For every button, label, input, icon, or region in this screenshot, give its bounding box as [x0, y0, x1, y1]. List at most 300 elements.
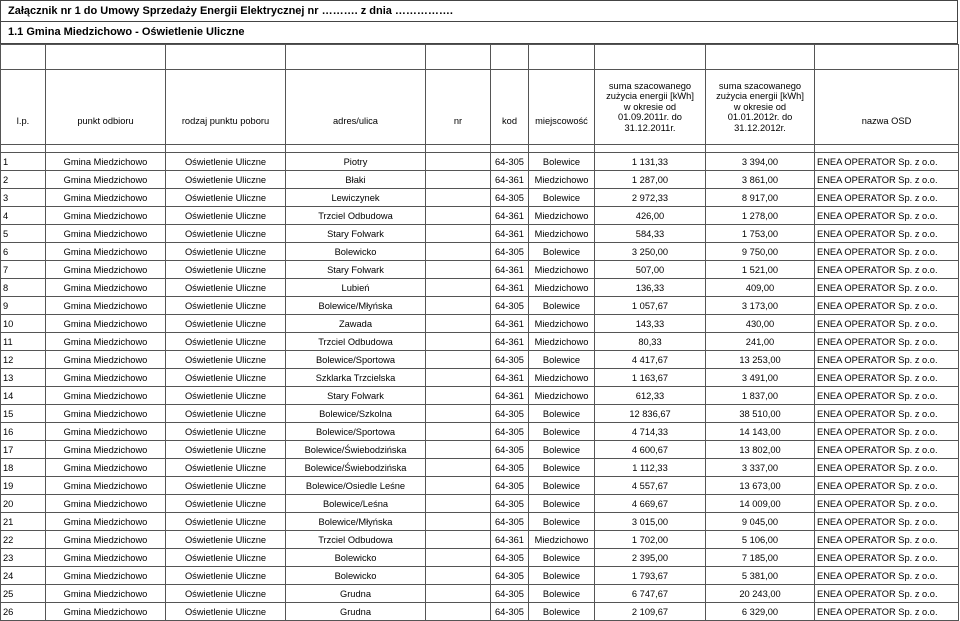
cell-rodzaj: Oświetlenie Uliczne — [166, 513, 286, 531]
cell-lp: 18 — [1, 459, 46, 477]
cell-rodzaj: Oświetlenie Uliczne — [166, 369, 286, 387]
cell-lp: 26 — [1, 603, 46, 621]
cell-suma-2012: 5 381,00 — [706, 567, 815, 585]
table-row — [1, 171, 959, 189]
cell-lp: 10 — [1, 315, 46, 333]
header-line: 01.09.2011r. do — [618, 112, 682, 123]
cell-suma-2011: 1 287,00 — [595, 171, 706, 189]
cell-rodzaj: Oświetlenie Uliczne — [166, 387, 286, 405]
cell-osd: ENEA OPERATOR Sp. z o.o. — [815, 315, 959, 333]
cell-osd: ENEA OPERATOR Sp. z o.o. — [815, 423, 959, 441]
cell-suma-2011: 4 714,33 — [595, 423, 706, 441]
cell-kod: 64-305 — [491, 297, 529, 315]
cell-miejscowosc: Bolewice — [529, 477, 595, 495]
cell-osd: ENEA OPERATOR Sp. z o.o. — [815, 477, 959, 495]
cell-osd: ENEA OPERATOR Sp. z o.o. — [815, 153, 959, 171]
cell-nr — [426, 513, 491, 531]
cell-osd: ENEA OPERATOR Sp. z o.o. — [815, 225, 959, 243]
cell-adres: Stary Folwark — [286, 261, 426, 279]
table-row — [1, 441, 959, 459]
cell-punkt-odbioru: Gmina Miedzichowo — [46, 459, 166, 477]
table-row — [1, 603, 959, 621]
cell-miejscowosc: Miedzichowo — [529, 315, 595, 333]
table-row — [1, 531, 959, 549]
header-line: suma szacowanego — [608, 80, 692, 91]
cell-kod: 64-305 — [491, 549, 529, 567]
cell-miejscowosc: Bolewice — [529, 297, 595, 315]
cell-kod: 64-361 — [491, 387, 529, 405]
cell-nr — [426, 369, 491, 387]
header-line: w okresie od — [733, 101, 787, 112]
cell-osd: ENEA OPERATOR Sp. z o.o. — [815, 549, 959, 567]
cell-suma-2012: 1 837,00 — [706, 387, 815, 405]
cell-kod: 64-361 — [491, 207, 529, 225]
cell-osd: ENEA OPERATOR Sp. z o.o. — [815, 441, 959, 459]
header-nr: nr — [426, 70, 491, 145]
document-title: Załącznik nr 1 do Umowy Sprzedaży Energii Elektrycznej nr ………. z dnia ……………. — [0, 0, 958, 22]
cell-lp: 21 — [1, 513, 46, 531]
cell-nr — [426, 315, 491, 333]
cell-kod: 64-305 — [491, 459, 529, 477]
cell-lp: 4 — [1, 207, 46, 225]
table-row — [1, 351, 959, 369]
cell-adres: Bolewice/Leśna — [286, 495, 426, 513]
cell-miejscowosc: Miedzichowo — [529, 333, 595, 351]
table-row — [1, 567, 959, 585]
cell-suma-2012: 3 861,00 — [706, 171, 815, 189]
cell-lp: 11 — [1, 333, 46, 351]
cell-suma-2012: 3 491,00 — [706, 369, 815, 387]
cell-kod: 64-305 — [491, 351, 529, 369]
cell-suma-2011: 12 836,67 — [595, 405, 706, 423]
cell-adres: Trzciel Odbudowa — [286, 531, 426, 549]
cell-kod: 64-361 — [491, 225, 529, 243]
cell-rodzaj: Oświetlenie Uliczne — [166, 207, 286, 225]
cell-rodzaj: Oświetlenie Uliczne — [166, 333, 286, 351]
cell-suma-2011: 2 395,00 — [595, 549, 706, 567]
table-row — [1, 243, 959, 261]
header-punkt-odbioru: punkt odbioru — [46, 70, 166, 145]
cell-punkt-odbioru: Gmina Miedzichowo — [46, 225, 166, 243]
cell-suma-2011: 1 163,67 — [595, 369, 706, 387]
header-suma-2012 — [706, 70, 815, 145]
cell-kod: 64-305 — [491, 405, 529, 423]
cell-punkt-odbioru: Gmina Miedzichowo — [46, 495, 166, 513]
header-line: 01.01.2012r. do — [727, 112, 793, 123]
cell-nr — [426, 477, 491, 495]
cell-kod: 64-361 — [491, 261, 529, 279]
cell-lp: 19 — [1, 477, 46, 495]
cell-nr — [426, 531, 491, 549]
cell-lp: 16 — [1, 423, 46, 441]
cell-nr — [426, 333, 491, 351]
cell-lp: 15 — [1, 405, 46, 423]
cell-osd: ENEA OPERATOR Sp. z o.o. — [815, 405, 959, 423]
cell-miejscowosc: Miedzichowo — [529, 531, 595, 549]
cell-nr — [426, 549, 491, 567]
table-row — [1, 279, 959, 297]
header-osd: nazwa OSD — [815, 70, 959, 145]
cell-lp: 25 — [1, 585, 46, 603]
cell-suma-2012: 13 673,00 — [706, 477, 815, 495]
cell-adres: Lubień — [286, 279, 426, 297]
table-row — [1, 261, 959, 279]
cell-kod: 64-305 — [491, 189, 529, 207]
cell-miejscowosc: Bolewice — [529, 549, 595, 567]
cell-miejscowosc: Miedzichowo — [529, 369, 595, 387]
cell-miejscowosc: Miedzichowo — [529, 225, 595, 243]
cell-adres: Bolewice/Szkolna — [286, 405, 426, 423]
cell-rodzaj: Oświetlenie Uliczne — [166, 585, 286, 603]
cell-adres: Bolewice/Młyńska — [286, 513, 426, 531]
cell-adres: Grudna — [286, 603, 426, 621]
cell-osd: ENEA OPERATOR Sp. z o.o. — [815, 369, 959, 387]
cell-lp: 3 — [1, 189, 46, 207]
cell-kod: 64-305 — [491, 603, 529, 621]
cell-rodzaj: Oświetlenie Uliczne — [166, 153, 286, 171]
cell-nr — [426, 567, 491, 585]
cell-rodzaj: Oświetlenie Uliczne — [166, 405, 286, 423]
cell-lp: 14 — [1, 387, 46, 405]
cell-suma-2011: 1 057,67 — [595, 297, 706, 315]
cell-punkt-odbioru: Gmina Miedzichowo — [46, 189, 166, 207]
cell-kod: 64-361 — [491, 279, 529, 297]
cell-rodzaj: Oświetlenie Uliczne — [166, 477, 286, 495]
cell-lp: 12 — [1, 351, 46, 369]
cell-adres: Bolewice/Świebodzińska — [286, 459, 426, 477]
cell-punkt-odbioru: Gmina Miedzichowo — [46, 153, 166, 171]
cell-suma-2011: 584,33 — [595, 225, 706, 243]
cell-osd: ENEA OPERATOR Sp. z o.o. — [815, 513, 959, 531]
cell-punkt-odbioru: Gmina Miedzichowo — [46, 243, 166, 261]
cell-suma-2012: 38 510,00 — [706, 405, 815, 423]
cell-miejscowosc: Bolewice — [529, 585, 595, 603]
cell-nr — [426, 459, 491, 477]
cell-suma-2011: 1 131,33 — [595, 153, 706, 171]
cell-miejscowosc: Bolewice — [529, 567, 595, 585]
header-line: 31.12.2012r. — [734, 122, 786, 133]
table-row — [1, 405, 959, 423]
table-row — [1, 207, 959, 225]
cell-osd: ENEA OPERATOR Sp. z o.o. — [815, 531, 959, 549]
cell-rodzaj: Oświetlenie Uliczne — [166, 243, 286, 261]
cell-osd: ENEA OPERATOR Sp. z o.o. — [815, 297, 959, 315]
cell-kod: 64-361 — [491, 315, 529, 333]
cell-miejscowosc: Bolewice — [529, 423, 595, 441]
cell-lp: 24 — [1, 567, 46, 585]
cell-punkt-odbioru: Gmina Miedzichowo — [46, 549, 166, 567]
cell-osd: ENEA OPERATOR Sp. z o.o. — [815, 351, 959, 369]
cell-suma-2011: 3 015,00 — [595, 513, 706, 531]
header-suma-2011 — [595, 70, 706, 145]
cell-punkt-odbioru: Gmina Miedzichowo — [46, 279, 166, 297]
cell-miejscowosc: Bolewice — [529, 495, 595, 513]
cell-punkt-odbioru: Gmina Miedzichowo — [46, 297, 166, 315]
cell-adres: Bolewice/Sportowa — [286, 423, 426, 441]
cell-lp: 9 — [1, 297, 46, 315]
cell-adres: Bolewice/Świebodzińska — [286, 441, 426, 459]
cell-osd: ENEA OPERATOR Sp. z o.o. — [815, 189, 959, 207]
cell-kod: 64-361 — [491, 531, 529, 549]
cell-punkt-odbioru: Gmina Miedzichowo — [46, 369, 166, 387]
cell-rodzaj: Oświetlenie Uliczne — [166, 279, 286, 297]
cell-punkt-odbioru: Gmina Miedzichowo — [46, 171, 166, 189]
cell-nr — [426, 351, 491, 369]
cell-osd: ENEA OPERATOR Sp. z o.o. — [815, 495, 959, 513]
cell-miejscowosc: Miedzichowo — [529, 387, 595, 405]
cell-nr — [426, 297, 491, 315]
cell-nr — [426, 189, 491, 207]
header-miejscowosc: miejscowość — [529, 70, 595, 145]
gap-row — [1, 145, 959, 153]
table-row — [1, 387, 959, 405]
cell-rodzaj: Oświetlenie Uliczne — [166, 171, 286, 189]
cell-kod: 64-305 — [491, 585, 529, 603]
cell-kod: 64-305 — [491, 243, 529, 261]
cell-suma-2012: 20 243,00 — [706, 585, 815, 603]
cell-osd: ENEA OPERATOR Sp. z o.o. — [815, 585, 959, 603]
cell-suma-2011: 426,00 — [595, 207, 706, 225]
cell-suma-2011: 1 702,00 — [595, 531, 706, 549]
cell-suma-2011: 4 600,67 — [595, 441, 706, 459]
cell-osd: ENEA OPERATOR Sp. z o.o. — [815, 387, 959, 405]
cell-miejscowosc: Miedzichowo — [529, 261, 595, 279]
cell-punkt-odbioru: Gmina Miedzichowo — [46, 207, 166, 225]
cell-adres: Bolewicko — [286, 567, 426, 585]
cell-rodzaj: Oświetlenie Uliczne — [166, 225, 286, 243]
cell-osd: ENEA OPERATOR Sp. z o.o. — [815, 333, 959, 351]
cell-suma-2012: 430,00 — [706, 315, 815, 333]
cell-osd: ENEA OPERATOR Sp. z o.o. — [815, 171, 959, 189]
cell-adres: Bolewice/Sportowa — [286, 351, 426, 369]
cell-adres: Stary Folwark — [286, 387, 426, 405]
cell-osd: ENEA OPERATOR Sp. z o.o. — [815, 243, 959, 261]
cell-suma-2011: 612,33 — [595, 387, 706, 405]
cell-punkt-odbioru: Gmina Miedzichowo — [46, 513, 166, 531]
cell-suma-2011: 4 669,67 — [595, 495, 706, 513]
cell-adres: Błaki — [286, 171, 426, 189]
cell-kod: 64-305 — [491, 477, 529, 495]
cell-nr — [426, 153, 491, 171]
cell-suma-2011: 4 417,67 — [595, 351, 706, 369]
cell-kod: 64-305 — [491, 423, 529, 441]
cell-rodzaj: Oświetlenie Uliczne — [166, 603, 286, 621]
cell-adres: Trzciel Odbudowa — [286, 333, 426, 351]
table-row — [1, 459, 959, 477]
cell-suma-2011: 80,33 — [595, 333, 706, 351]
cell-suma-2012: 241,00 — [706, 333, 815, 351]
cell-lp: 5 — [1, 225, 46, 243]
cell-adres: Bolewicko — [286, 243, 426, 261]
cell-suma-2011: 4 557,67 — [595, 477, 706, 495]
cell-nr — [426, 261, 491, 279]
cell-adres: Bolewicko — [286, 549, 426, 567]
table-row — [1, 423, 959, 441]
cell-miejscowosc: Miedzichowo — [529, 171, 595, 189]
table-row — [1, 225, 959, 243]
cell-punkt-odbioru: Gmina Miedzichowo — [46, 531, 166, 549]
cell-punkt-odbioru: Gmina Miedzichowo — [46, 441, 166, 459]
cell-kod: 64-305 — [491, 567, 529, 585]
header-kod: kod — [491, 70, 529, 145]
blank-row — [1, 45, 959, 70]
cell-rodzaj: Oświetlenie Uliczne — [166, 459, 286, 477]
cell-miejscowosc: Bolewice — [529, 603, 595, 621]
cell-miejscowosc: Bolewice — [529, 459, 595, 477]
cell-suma-2011: 6 747,67 — [595, 585, 706, 603]
table-row — [1, 369, 959, 387]
cell-suma-2011: 507,00 — [595, 261, 706, 279]
cell-punkt-odbioru: Gmina Miedzichowo — [46, 567, 166, 585]
cell-nr — [426, 243, 491, 261]
cell-adres: Trzciel Odbudowa — [286, 207, 426, 225]
cell-kod: 64-361 — [491, 369, 529, 387]
cell-suma-2012: 3 173,00 — [706, 297, 815, 315]
cell-adres: Bolewice/Młyńska — [286, 297, 426, 315]
cell-adres: Bolewice/Osiedle Leśne — [286, 477, 426, 495]
header-line: 31.12.2011r. — [624, 122, 676, 133]
data-table — [0, 44, 959, 621]
cell-miejscowosc: Miedzichowo — [529, 207, 595, 225]
cell-suma-2012: 1 521,00 — [706, 261, 815, 279]
cell-suma-2012: 3 394,00 — [706, 153, 815, 171]
cell-nr — [426, 387, 491, 405]
cell-osd: ENEA OPERATOR Sp. z o.o. — [815, 207, 959, 225]
cell-suma-2012: 9 045,00 — [706, 513, 815, 531]
cell-adres: Stary Folwark — [286, 225, 426, 243]
cell-lp: 2 — [1, 171, 46, 189]
cell-osd: ENEA OPERATOR Sp. z o.o. — [815, 603, 959, 621]
cell-nr — [426, 423, 491, 441]
cell-punkt-odbioru: Gmina Miedzichowo — [46, 603, 166, 621]
cell-suma-2011: 2 972,33 — [595, 189, 706, 207]
cell-suma-2011: 2 109,67 — [595, 603, 706, 621]
cell-rodzaj: Oświetlenie Uliczne — [166, 441, 286, 459]
cell-osd: ENEA OPERATOR Sp. z o.o. — [815, 459, 959, 477]
cell-lp: 13 — [1, 369, 46, 387]
cell-punkt-odbioru: Gmina Miedzichowo — [46, 405, 166, 423]
cell-kod: 64-361 — [491, 171, 529, 189]
table-row — [1, 153, 959, 171]
cell-rodzaj: Oświetlenie Uliczne — [166, 531, 286, 549]
cell-punkt-odbioru: Gmina Miedzichowo — [46, 585, 166, 603]
cell-miejscowosc: Bolewice — [529, 153, 595, 171]
header-line: zużycia energii [kWh] — [716, 91, 804, 102]
cell-suma-2012: 8 917,00 — [706, 189, 815, 207]
cell-rodzaj: Oświetlenie Uliczne — [166, 549, 286, 567]
cell-kod: 64-305 — [491, 495, 529, 513]
cell-suma-2012: 14 009,00 — [706, 495, 815, 513]
cell-rodzaj: Oświetlenie Uliczne — [166, 495, 286, 513]
cell-suma-2012: 13 253,00 — [706, 351, 815, 369]
cell-nr — [426, 405, 491, 423]
cell-adres: Szklarka Trzcielska — [286, 369, 426, 387]
cell-suma-2012: 1 278,00 — [706, 207, 815, 225]
cell-suma-2012: 3 337,00 — [706, 459, 815, 477]
cell-miejscowosc: Bolewice — [529, 405, 595, 423]
section-title: 1.1 Gmina Miedzichowo - Oświetlenie Uliczne — [0, 22, 958, 44]
cell-kod: 64-305 — [491, 153, 529, 171]
cell-suma-2011: 3 250,00 — [595, 243, 706, 261]
cell-miejscowosc: Bolewice — [529, 441, 595, 459]
cell-miejscowosc: Bolewice — [529, 189, 595, 207]
table-row — [1, 513, 959, 531]
cell-rodzaj: Oświetlenie Uliczne — [166, 261, 286, 279]
cell-punkt-odbioru: Gmina Miedzichowo — [46, 423, 166, 441]
table-row — [1, 189, 959, 207]
cell-nr — [426, 279, 491, 297]
cell-suma-2012: 5 106,00 — [706, 531, 815, 549]
cell-nr — [426, 225, 491, 243]
header-line: zużycia energii [kWh] — [606, 91, 694, 102]
cell-lp: 20 — [1, 495, 46, 513]
cell-lp: 23 — [1, 549, 46, 567]
cell-rodzaj: Oświetlenie Uliczne — [166, 189, 286, 207]
cell-lp: 7 — [1, 261, 46, 279]
cell-miejscowosc: Bolewice — [529, 243, 595, 261]
table-row — [1, 333, 959, 351]
cell-osd: ENEA OPERATOR Sp. z o.o. — [815, 567, 959, 585]
cell-miejscowosc: Bolewice — [529, 351, 595, 369]
cell-nr — [426, 495, 491, 513]
header-line: suma szacowanego — [718, 80, 802, 91]
cell-punkt-odbioru: Gmina Miedzichowo — [46, 477, 166, 495]
header-lp: l.p. — [1, 70, 46, 145]
cell-miejscowosc: Miedzichowo — [529, 279, 595, 297]
cell-punkt-odbioru: Gmina Miedzichowo — [46, 261, 166, 279]
cell-suma-2012: 409,00 — [706, 279, 815, 297]
table-row — [1, 297, 959, 315]
cell-punkt-odbioru: Gmina Miedzichowo — [46, 333, 166, 351]
cell-adres: Grudna — [286, 585, 426, 603]
header-rodzaj: rodzaj punktu poboru — [166, 70, 286, 145]
table-header-row — [1, 70, 959, 145]
cell-kod: 64-361 — [491, 333, 529, 351]
cell-kod: 64-305 — [491, 441, 529, 459]
cell-adres: Lewiczynek — [286, 189, 426, 207]
cell-punkt-odbioru: Gmina Miedzichowo — [46, 387, 166, 405]
cell-suma-2012: 14 143,00 — [706, 423, 815, 441]
cell-osd: ENEA OPERATOR Sp. z o.o. — [815, 261, 959, 279]
table-row — [1, 585, 959, 603]
cell-nr — [426, 171, 491, 189]
cell-rodzaj: Oświetlenie Uliczne — [166, 423, 286, 441]
cell-suma-2012: 13 802,00 — [706, 441, 815, 459]
cell-punkt-odbioru: Gmina Miedzichowo — [46, 351, 166, 369]
cell-rodzaj: Oświetlenie Uliczne — [166, 567, 286, 585]
cell-adres: Zawada — [286, 315, 426, 333]
table-row — [1, 549, 959, 567]
cell-suma-2011: 1 112,33 — [595, 459, 706, 477]
cell-suma-2012: 1 753,00 — [706, 225, 815, 243]
cell-miejscowosc: Bolewice — [529, 513, 595, 531]
cell-rodzaj: Oświetlenie Uliczne — [166, 351, 286, 369]
cell-kod: 64-305 — [491, 513, 529, 531]
cell-lp: 6 — [1, 243, 46, 261]
cell-lp: 8 — [1, 279, 46, 297]
table-row — [1, 477, 959, 495]
cell-adres: Piotry — [286, 153, 426, 171]
cell-suma-2012: 7 185,00 — [706, 549, 815, 567]
header-adres: adres/ulica — [286, 70, 426, 145]
cell-suma-2011: 143,33 — [595, 315, 706, 333]
cell-suma-2011: 136,33 — [595, 279, 706, 297]
cell-suma-2012: 6 329,00 — [706, 603, 815, 621]
table-row — [1, 495, 959, 513]
cell-punkt-odbioru: Gmina Miedzichowo — [46, 315, 166, 333]
cell-lp: 17 — [1, 441, 46, 459]
cell-lp: 1 — [1, 153, 46, 171]
